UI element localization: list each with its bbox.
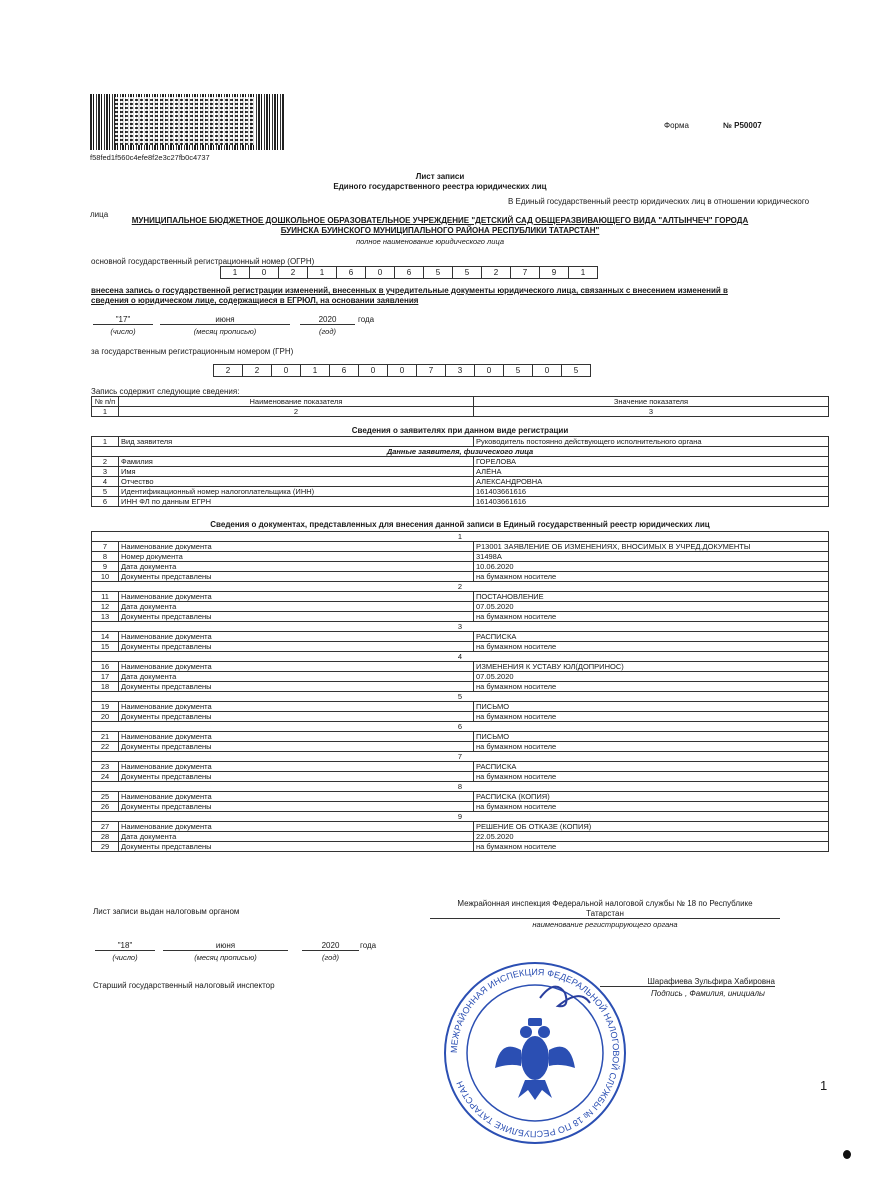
page-title: Лист записи xyxy=(415,172,465,181)
row-value: 22.05.2020 xyxy=(474,832,829,842)
ogrn-digit: 5 xyxy=(453,266,482,279)
row-name: Наименование документа xyxy=(119,592,474,602)
ogrn-digit: 1 xyxy=(569,266,598,279)
applicants-title: Сведения о заявителях при данном виде регистрации xyxy=(351,426,569,435)
document-group-row xyxy=(92,692,829,702)
header-col-value: Значение показателя xyxy=(474,397,829,407)
header-col-name: Наименование показателя xyxy=(119,397,474,407)
row-value: 31498А xyxy=(474,552,829,562)
table-row xyxy=(92,732,829,742)
row-value: ПИСЬМО xyxy=(474,732,829,742)
row-name: Наименование документа xyxy=(119,762,474,772)
row-number: 20 xyxy=(92,712,119,722)
table-row xyxy=(92,487,829,497)
header-num-row xyxy=(92,407,829,417)
entry-year-suffix: года xyxy=(358,315,375,324)
header-num-2: 2 xyxy=(119,407,474,417)
entry-month: июня xyxy=(160,315,290,325)
table-row xyxy=(92,497,829,507)
document-hash: f58fed1f560c4efe8f2e3c27fb0c4737 xyxy=(90,153,210,162)
document-group-number: 9 xyxy=(92,812,829,822)
org-name-caption: полное наименование юридического лица xyxy=(355,237,504,246)
document-group-number: 5 xyxy=(92,692,829,702)
row-name: Дата документа xyxy=(119,832,474,842)
official-stamp xyxy=(440,958,630,1148)
issue-caption-day: (число) xyxy=(112,953,138,962)
issue-year: 2020 xyxy=(302,941,359,951)
header-num-1: 1 xyxy=(92,407,119,417)
grn-digit: 2 xyxy=(213,364,243,377)
entry-day: "17" xyxy=(93,315,153,325)
table-row xyxy=(92,437,829,447)
document-group-row xyxy=(92,582,829,592)
grn-label: за государственным регистрационным номером (ГРН) xyxy=(91,347,294,356)
row-name: Документы представлены xyxy=(119,712,474,722)
table-row xyxy=(92,467,829,477)
form-number: № Р50007 xyxy=(723,121,762,130)
table-row xyxy=(92,742,829,752)
row-name: Документы представлены xyxy=(119,772,474,782)
header-num-3: 3 xyxy=(474,407,829,417)
table-row xyxy=(92,772,829,782)
row-value: 161403661616 xyxy=(474,487,829,497)
ogrn-digit: 1 xyxy=(220,266,250,279)
row-number: 6 xyxy=(92,497,119,507)
document-group-number: 7 xyxy=(92,752,829,762)
row-number: 15 xyxy=(92,642,119,652)
row-number: 8 xyxy=(92,552,119,562)
row-value: ИЗМЕНЕНИЯ К УСТАВУ ЮЛ(ДОПРИНОС) xyxy=(474,662,829,672)
page-subtitle: Единого государственного реестра юридических лиц xyxy=(333,182,547,191)
row-value: Руководитель постоянно действующего исполнительного органа xyxy=(474,437,829,447)
table-row xyxy=(92,457,829,467)
row-name: Документы представлены xyxy=(119,682,474,692)
row-number: 24 xyxy=(92,772,119,782)
table-row xyxy=(92,792,829,802)
table-row xyxy=(92,712,829,722)
table-row xyxy=(92,542,829,552)
table-row xyxy=(92,592,829,602)
row-name: Документы представлены xyxy=(119,572,474,582)
document-group-row xyxy=(92,532,829,542)
row-value: на бумажном носителе xyxy=(474,712,829,722)
entry-text-line2: сведения о юридическом лице, содержащиеся в ЕГРЮЛ, на основании заявления xyxy=(91,296,419,305)
row-value: на бумажном носителе xyxy=(474,842,829,852)
row-name: Документы представлены xyxy=(119,842,474,852)
row-number: 3 xyxy=(92,467,119,477)
row-number: 11 xyxy=(92,592,119,602)
ogrn-boxes xyxy=(220,266,598,279)
row-value: ГОРЕЛОВА xyxy=(474,457,829,467)
table-row xyxy=(92,702,829,712)
row-value: РАСПИСКА (КОПИЯ) xyxy=(474,792,829,802)
ogrn-digit: 6 xyxy=(337,266,366,279)
caption-month: (месяц прописью) xyxy=(193,327,257,336)
row-name: Наименование документа xyxy=(119,702,474,712)
scan-dot xyxy=(843,1150,851,1159)
table-row xyxy=(92,562,829,572)
row-value: РЕШЕНИЕ ОБ ОТКАЗЕ (КОПИЯ) xyxy=(474,822,829,832)
barcode-pattern xyxy=(115,97,255,145)
row-number: 16 xyxy=(92,662,119,672)
row-name: Дата документа xyxy=(119,562,474,572)
grn-digit: 0 xyxy=(475,364,504,377)
row-number: 10 xyxy=(92,572,119,582)
row-number: 25 xyxy=(92,792,119,802)
page-number: 1 xyxy=(820,1078,828,1093)
document-group-row xyxy=(92,812,829,822)
document-group-number: 2 xyxy=(92,582,829,592)
row-name: Дата документа xyxy=(119,672,474,682)
row-name: Вид заявителя xyxy=(119,437,474,447)
row-value: на бумажном носителе xyxy=(474,742,829,752)
grn-digit: 2 xyxy=(243,364,272,377)
row-name: Наименование документа xyxy=(119,732,474,742)
table-row xyxy=(92,842,829,852)
row-number: 19 xyxy=(92,702,119,712)
row-number: 1 xyxy=(92,437,119,447)
row-number: 18 xyxy=(92,682,119,692)
row-name: Документы представлены xyxy=(119,742,474,752)
row-value: РАСПИСКА xyxy=(474,632,829,642)
row-value: 07.05.2020 xyxy=(474,672,829,682)
table-row xyxy=(92,762,829,772)
document-group-row xyxy=(92,622,829,632)
row-value: на бумажном носителе xyxy=(474,612,829,622)
row-number: 26 xyxy=(92,802,119,812)
ogrn-digit: 0 xyxy=(366,266,395,279)
table-row xyxy=(92,832,829,842)
caption-year: (год) xyxy=(319,327,336,336)
row-number: 27 xyxy=(92,822,119,832)
row-name: Наименование документа xyxy=(119,542,474,552)
authority-caption: наименование регистрирующего органа xyxy=(532,920,678,929)
grn-digit: 7 xyxy=(417,364,446,377)
inspector-name: Шарафиева Зульфира Хабировна xyxy=(600,977,775,987)
grn-digit: 0 xyxy=(388,364,417,377)
document-group-row xyxy=(92,722,829,732)
row-name: Фамилия xyxy=(119,457,474,467)
grn-digit: 0 xyxy=(359,364,388,377)
row-name: Наименование документа xyxy=(119,822,474,832)
grn-boxes xyxy=(213,364,591,377)
row-value: ПИСЬМО xyxy=(474,702,829,712)
inspector-label: Старший государственный налоговый инспектор xyxy=(93,981,275,990)
grn-digit: 1 xyxy=(301,364,330,377)
row-number: 12 xyxy=(92,602,119,612)
row-number: 29 xyxy=(92,842,119,852)
row-name: Наименование документа xyxy=(119,792,474,802)
table-row xyxy=(92,822,829,832)
caption-day: (число) xyxy=(110,327,136,336)
row-name: Номер документа xyxy=(119,552,474,562)
row-name: ИНН ФЛ по данным ЕГРН xyxy=(119,497,474,507)
entry-year: 2020 xyxy=(300,315,355,325)
ogrn-label: основной государственный регистрационный номер (ОГРН) xyxy=(91,257,315,266)
table-intro: Запись содержит следующие сведения: xyxy=(91,387,240,396)
ogrn-digit: 6 xyxy=(395,266,424,279)
row-number: 28 xyxy=(92,832,119,842)
ogrn-digit: 5 xyxy=(424,266,453,279)
issue-day: "18" xyxy=(95,941,155,951)
authority-line2: Татарстан xyxy=(430,909,780,919)
ogrn-digit: 0 xyxy=(250,266,279,279)
document-group-number: 3 xyxy=(92,622,829,632)
row-value: 161403661616 xyxy=(474,497,829,507)
document-group-number: 6 xyxy=(92,722,829,732)
header-table xyxy=(91,396,829,417)
row-number: 23 xyxy=(92,762,119,772)
table-row xyxy=(92,632,829,642)
ogrn-digit: 2 xyxy=(482,266,511,279)
document-group-number: 4 xyxy=(92,652,829,662)
applicants-table xyxy=(91,436,829,507)
document-group-row xyxy=(92,652,829,662)
issue-caption-month: (месяц прописью) xyxy=(194,953,257,962)
row-number: 9 xyxy=(92,562,119,572)
row-value: на бумажном носителе xyxy=(474,642,829,652)
applicant-subtitle-row xyxy=(92,447,829,457)
grn-digit: 0 xyxy=(533,364,562,377)
row-value: на бумажном носителе xyxy=(474,772,829,782)
grn-digit: 5 xyxy=(504,364,533,377)
row-name: Документы представлены xyxy=(119,642,474,652)
row-number: 21 xyxy=(92,732,119,742)
row-value: ПОСТАНОВЛЕНИЕ xyxy=(474,592,829,602)
row-number: 2 xyxy=(92,457,119,467)
ogrn-digit: 9 xyxy=(540,266,569,279)
table-row xyxy=(92,602,829,612)
grn-digit: 0 xyxy=(272,364,301,377)
table-row xyxy=(92,802,829,812)
documents-table xyxy=(91,531,829,852)
row-number: 17 xyxy=(92,672,119,682)
row-value: 10.06.2020 xyxy=(474,562,829,572)
intro-cont: лица xyxy=(90,210,109,219)
row-number: 22 xyxy=(92,742,119,752)
row-name: Документы представлены xyxy=(119,802,474,812)
row-value: АЛЕКСАНДРОВНА xyxy=(474,477,829,487)
form-label: Форма xyxy=(664,121,689,130)
applicant-subtitle: Данные заявителя, физического лица xyxy=(92,447,829,457)
document-group-number: 1 xyxy=(92,532,829,542)
row-name: Идентификационный номер налогоплательщика (ИНН) xyxy=(119,487,474,497)
grn-digit: 6 xyxy=(330,364,359,377)
header-col-num: № п/п xyxy=(92,397,119,407)
header-row xyxy=(92,397,829,407)
issue-year-suffix: года xyxy=(360,941,377,950)
row-value: АЛЁНА xyxy=(474,467,829,477)
table-row xyxy=(92,642,829,652)
document-group-number: 8 xyxy=(92,782,829,792)
row-number: 5 xyxy=(92,487,119,497)
org-name-line2: БУИНСКА БУИНСКОГО МУНИЦИПАЛЬНОГО РАЙОНА РЕСПУБЛИКИ ТАТАРСТАН" xyxy=(280,226,600,235)
row-value: Р13001 ЗАЯВЛЕНИЕ ОБ ИЗМЕНЕНИЯХ, ВНОСИМЫХ В УЧРЕД.ДОКУМЕНТЫ xyxy=(474,542,829,552)
row-number: 13 xyxy=(92,612,119,622)
authority-line1: Межрайонная инспекция Федеральной налоговой службы № 18 по Республике xyxy=(457,899,753,908)
row-value: на бумажном носителе xyxy=(474,802,829,812)
ogrn-digit: 7 xyxy=(511,266,540,279)
document-group-row xyxy=(92,752,829,762)
row-value: на бумажном носителе xyxy=(474,572,829,582)
issue-caption-year: (год) xyxy=(322,953,339,962)
row-name: Отчество xyxy=(119,477,474,487)
signature-caption: Подпись , Фамилия, инициалы xyxy=(651,989,765,998)
grn-digit: 3 xyxy=(446,364,475,377)
grn-digit: 5 xyxy=(562,364,591,377)
table-row xyxy=(92,612,829,622)
table-row xyxy=(92,552,829,562)
issue-month: июня xyxy=(163,941,288,951)
org-name-line1: МУНИЦИПАЛЬНОЕ БЮДЖЕТНОЕ ДОШКОЛЬНОЕ ОБРАЗОВАТЕЛЬНОЕ УЧРЕЖДЕНИЕ "ДЕТСКИЙ САД ОБЩЕРАЗВИВАЮЩЕГО ВИДА "АЛТЫНЧЕЧ" ГОРОДА xyxy=(131,216,749,225)
ogrn-digit: 1 xyxy=(308,266,337,279)
table-row xyxy=(92,477,829,487)
ogrn-digit: 2 xyxy=(279,266,308,279)
row-name: Дата документа xyxy=(119,602,474,612)
row-number: 7 xyxy=(92,542,119,552)
table-row xyxy=(92,672,829,682)
table-row xyxy=(92,662,829,672)
table-row xyxy=(92,682,829,692)
document-group-row xyxy=(92,782,829,792)
eagle-emblem-icon xyxy=(495,1018,575,1100)
row-value: на бумажном носителе xyxy=(474,682,829,692)
issued-label: Лист записи выдан налоговым органом xyxy=(93,907,240,916)
documents-title: Сведения о документах, представленных для внесения данной записи в Единый государственный реестр юридических лиц xyxy=(210,520,710,529)
row-value: РАСПИСКА xyxy=(474,762,829,772)
row-number: 14 xyxy=(92,632,119,642)
table-row xyxy=(92,572,829,582)
row-name: Наименование документа xyxy=(119,632,474,642)
intro-text: В Единый государственный реестр юридических лиц в отношении юридического xyxy=(508,197,810,206)
row-number: 4 xyxy=(92,477,119,487)
entry-text-line1: внесена запись о государственной регистрации изменений, внесенных в учредительные документы юридического лица, связанных с внесением изменений в xyxy=(91,286,728,295)
row-name: Наименование документа xyxy=(119,662,474,672)
row-name: Документы представлены xyxy=(119,612,474,622)
row-value: 07.05.2020 xyxy=(474,602,829,612)
row-name: Имя xyxy=(119,467,474,477)
stamp-text-path: МЕЖРАЙОННАЯ ИНСПЕКЦИЯ ФЕДЕРАЛЬНОЙ НАЛОГОВОЙ СЛУЖБЫ № 18 ПО РЕСПУБЛИКЕ ТАТАРСТАН xyxy=(448,966,622,1140)
